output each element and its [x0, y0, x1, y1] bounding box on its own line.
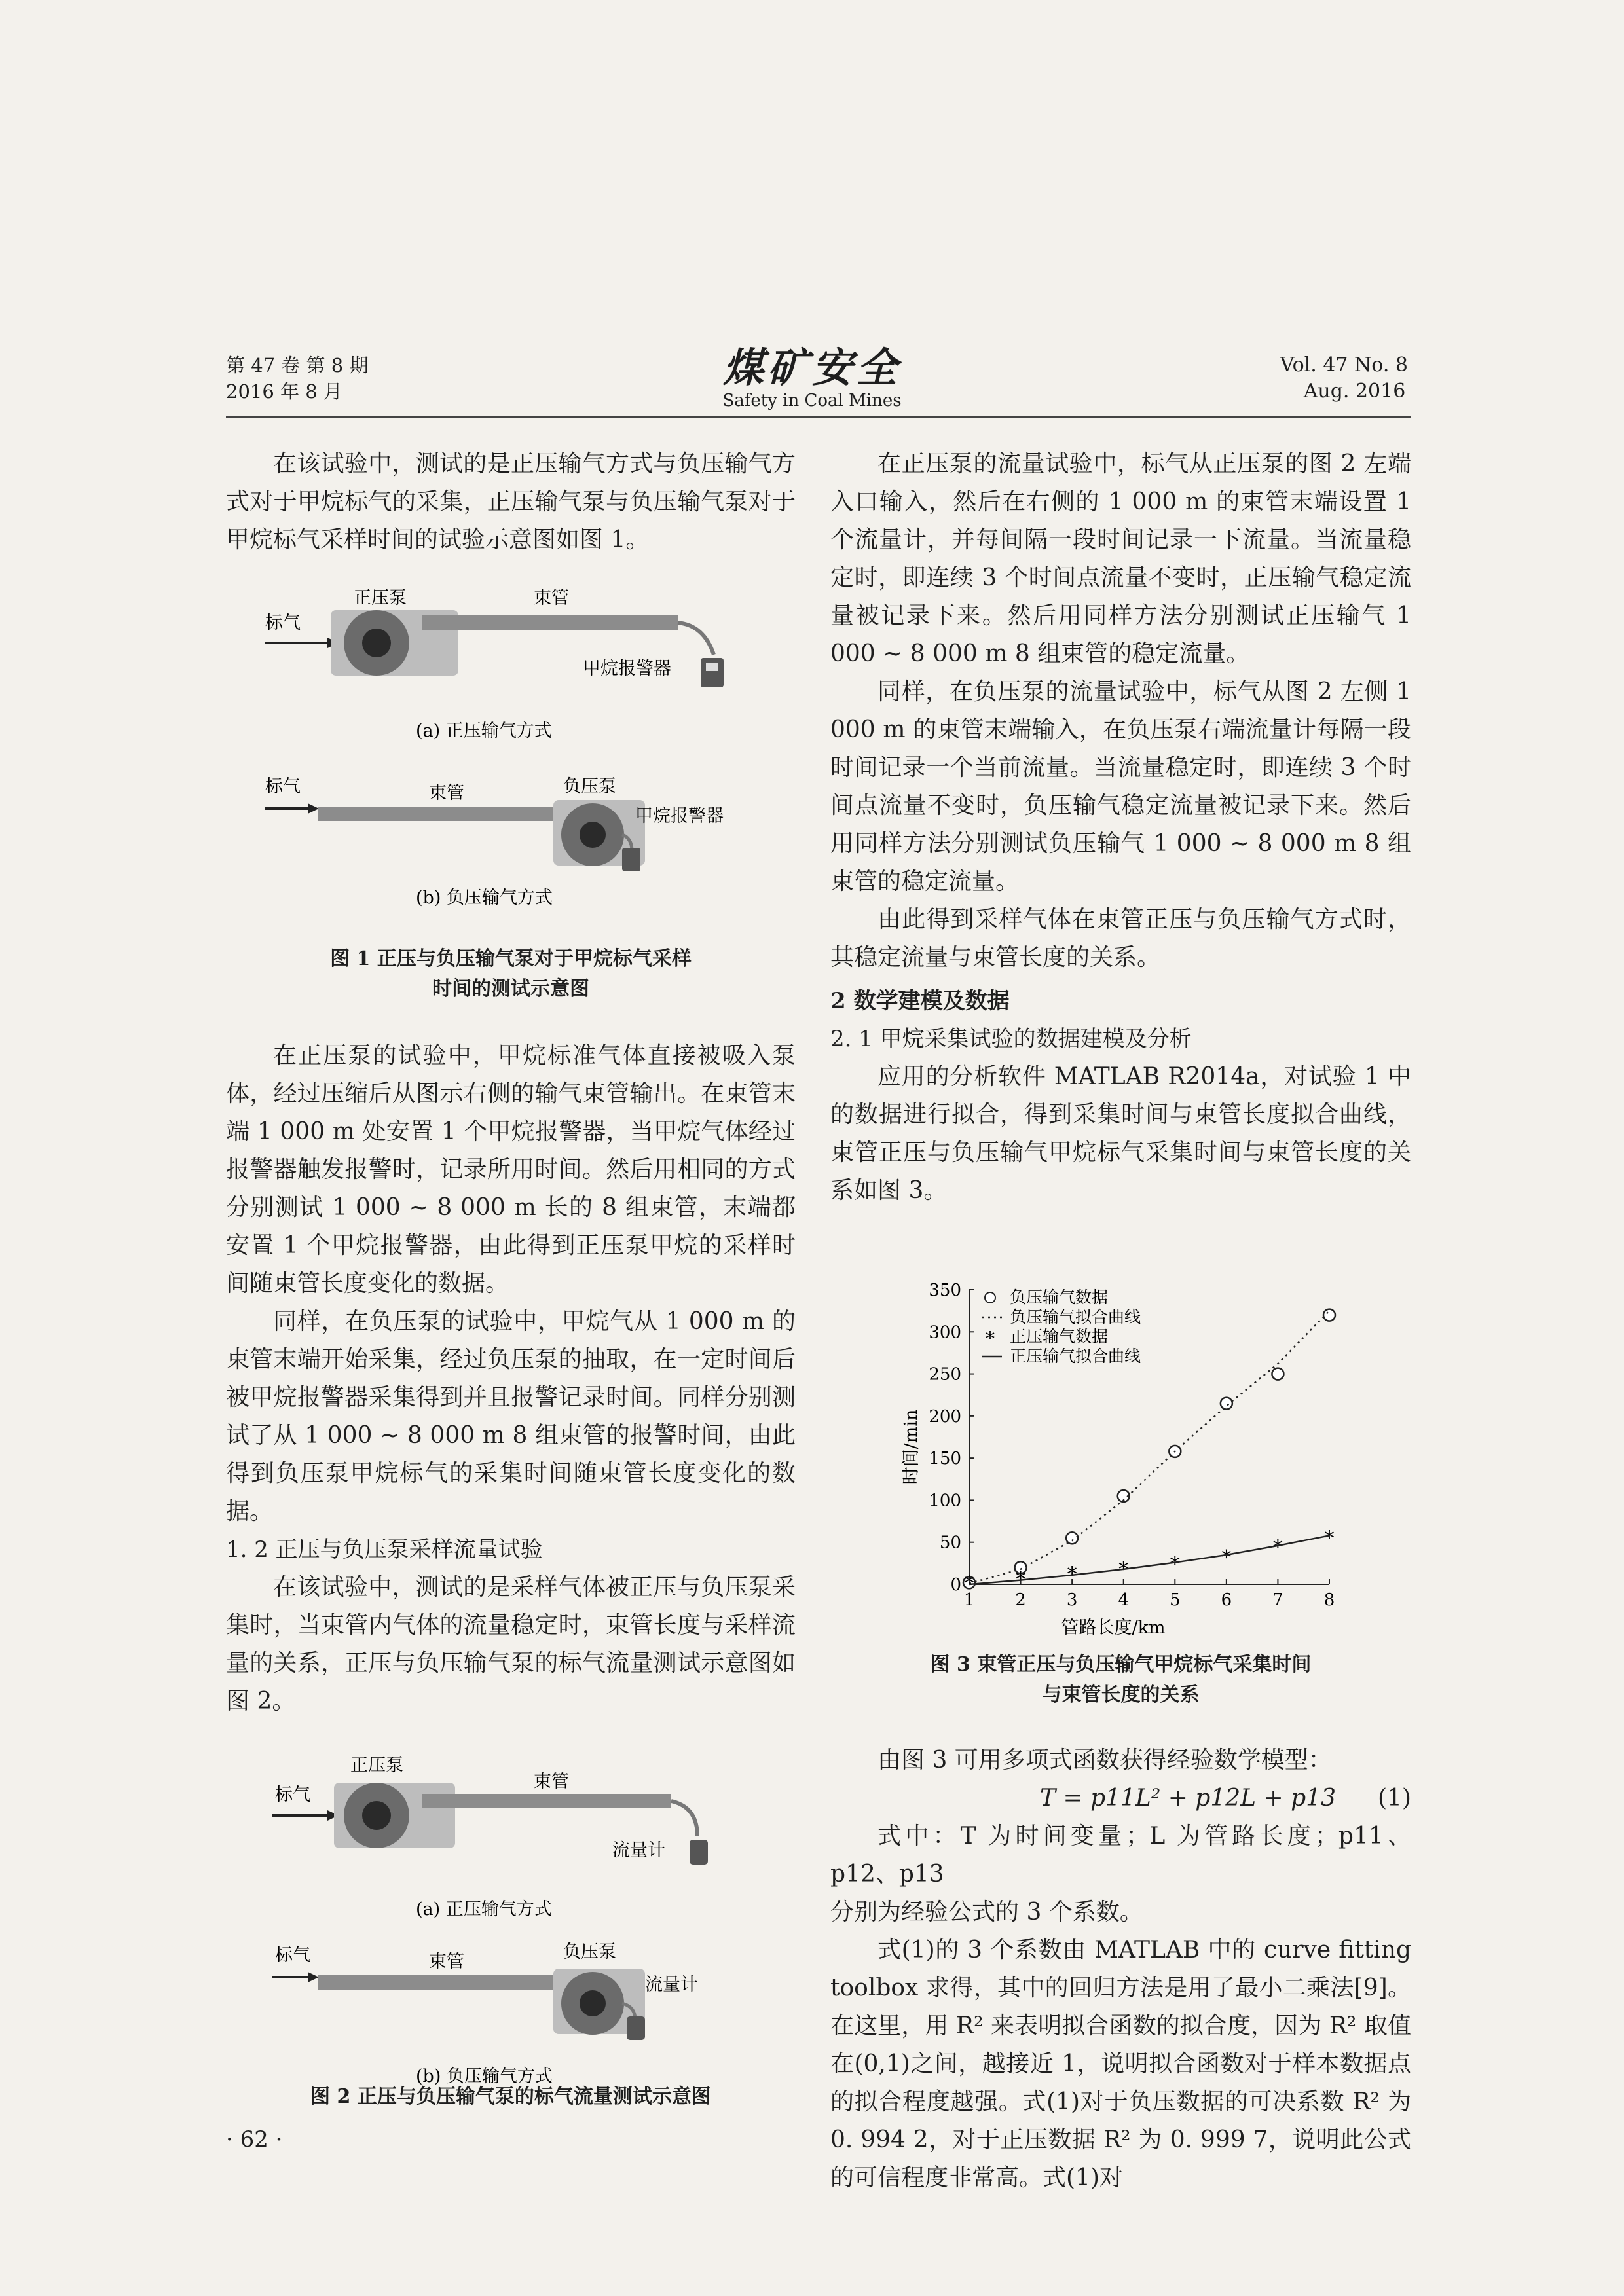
fig2b-tube — [318, 1975, 593, 1990]
legend-label: 负压输气数据 — [1010, 1288, 1109, 1307]
header-rule — [226, 416, 1411, 418]
fig1a-gas-label: 标气 — [265, 613, 301, 633]
chart-y-tick-label: 150 — [929, 1449, 961, 1469]
fig2a-caption: (a) 正压输气方式 — [416, 1899, 552, 1920]
fig1a-alarm-screen — [706, 663, 718, 671]
chart-x-axis-label: 管路长度/km — [1061, 1618, 1166, 1638]
fig1b-pump-label: 负压泵 — [563, 776, 616, 797]
chart-point-star: * — [1324, 1527, 1335, 1550]
chart-x-tick-label: 4 — [1118, 1590, 1129, 1610]
chart-point-star: * — [1170, 1553, 1180, 1576]
header-volume-en: Vol. 47 No. 8 — [1280, 354, 1408, 376]
fig2b-pump-hub — [580, 1990, 606, 2016]
fig2b-pump-label: 负压泵 — [563, 1942, 616, 1962]
header-volume-info-en — [1280, 352, 1408, 405]
figure-3-caption — [830, 1650, 1411, 1710]
chart-point-star: * — [1016, 1568, 1026, 1592]
figure-2 — [226, 1745, 796, 2111]
equation-1-body: T = p11L² + p12L + p13 — [1040, 1785, 1336, 1812]
fig1a-pump-label: 正压泵 — [354, 588, 407, 608]
fig1-caption-line1: 图 1 正压与负压输气泵对于甲烷标气采样 — [330, 947, 692, 970]
header-volume: 第 47 卷 第 8 期 — [226, 354, 369, 376]
fig1b-caption: (b) 负压输气方式 — [416, 888, 553, 908]
right-p5-text: 由图 3 可用多项式函数获得经验数学模型： — [877, 1747, 1332, 1774]
fig2a-tube — [422, 1794, 671, 1808]
fig2a-meter-label: 流量计 — [612, 1840, 665, 1861]
fig1b-alarm-device — [622, 848, 640, 871]
fig2b-caption: (b) 负压输气方式 — [416, 2066, 553, 2086]
chart-x-tick-label: 6 — [1221, 1590, 1232, 1610]
left-p1-text: 在该试验中，测试的是正压输气方式与负压输气方式对于甲烷标气的采集，正压输气泵与负压输气泵对于甲烷标气采样时间的试验示意图如图 1。 — [226, 450, 796, 553]
legend-label: 正压输气拟合曲线 — [1010, 1347, 1141, 1366]
right-p1-text: 在正压泵的流量试验中，标气从正压泵的图 2 左端入口输入，然后在右侧的 1 000 m 的束管末端设置 1 个流量计，并每间隔一段时间记录一下流量。当流量稳定时，即连续 3 个时间点流量不变时，正压输气稳定流量被记录下来。然后用同样方法分别测试正压输气 1 000 ~ 8 000 m 8 组束管的稳定流量。 — [830, 450, 1411, 667]
legend-label: 正压输气数据 — [1010, 1327, 1109, 1346]
fig1b-tube-label: 束管 — [429, 783, 464, 803]
right-p6a-text: 式中：T 为时间变量；L 为管路长度；p11、p12、p13 — [830, 1823, 1411, 1887]
fig1b-gas-label: 标气 — [265, 776, 301, 797]
chart-y-tick-label: 0 — [950, 1575, 961, 1595]
chart-x-tick-label: 1 — [963, 1590, 975, 1610]
chart-y-tick-label: 100 — [929, 1491, 961, 1511]
header-volume-info — [226, 352, 368, 405]
legend-marker: * — [986, 1328, 995, 1349]
fig1b-pump-hub — [580, 822, 606, 848]
left-p3-text: 同样，在负压泵的试验中，甲烷气从 1 000 m 的束管末端开始采集，经过负压泵的抽取，在一定时间后被甲烷报警器采集得到并且报警记录时间。同样分别测试了从 1 000 ~ 8 000 m 8 组束管的报警时间，由此得到负压泵甲烷标气的采集时间随束管长度变化的数据。 — [226, 1308, 796, 1525]
figure-1-caption — [226, 944, 796, 1004]
right-column-bottom — [830, 1741, 1411, 2197]
figure-1 — [226, 576, 796, 943]
header-date: 2016 年 8 月 — [226, 380, 342, 403]
left-p2-text: 在正压泵的试验中，甲烷标准气体直接被吸入泵体，经过压缩后从图示右侧的输气束管输出。在束管末端 1 000 m 处安置 1 个甲烷报警器，当甲烷气体经过报警器触发报警时，记录所用时间。然后用相同的方式分别测试 1 000 ~ 8 000 m 长的 8 组束管，末端都安置 1 个甲烷报警器，由此得到正压泵甲烷的采样时间随束管长度变化的数据。 — [226, 1042, 796, 1297]
right-p3-text: 由此得到采样气体在束管正压与负压输气方式时，其稳定流量与束管长度的关系。 — [830, 906, 1411, 971]
fig3-caption-line2: 与束管长度的关系 — [1042, 1683, 1200, 1706]
chart-point-circle — [1272, 1368, 1283, 1380]
page-number: · 62 · — [226, 2126, 283, 2153]
journal-masthead — [681, 335, 943, 410]
fig1a-tube-end — [678, 623, 714, 655]
right-p4-text: 应用的分析软件 MATLAB R2014a，对试验 1 中的数据进行拟合，得到采集时间与束管长度拟合曲线，束管正压与负压输气甲烷标气采集时间与束管长度的关系如图 3。 — [830, 1063, 1411, 1204]
chart-y-tick-label: 300 — [929, 1322, 961, 1343]
fig1-caption-line2: 时间的测试示意图 — [432, 977, 589, 1000]
chart-x-tick-label: 8 — [1323, 1590, 1335, 1610]
right-p2-text: 同样，在负压泵的流量试验中，标气从图 2 左侧 1 000 m 的束管末端输入，在负压泵右端流量计每隔一段时间记录一个当前流量。当流量稳定时，即连续 3 个时间点流量不变时，负压输气稳定流量被记录下来。然后用同样方法分别测试负压输气 1 000 ~ 8 000 m 8 组束管的稳定流量。 — [830, 678, 1411, 895]
fig1b-tube — [318, 807, 593, 821]
left-paragraph-1 — [226, 445, 796, 559]
chart-point-circle — [1221, 1398, 1232, 1410]
chart-point-star: * — [964, 1572, 974, 1595]
fig1a-alarm-label: 甲烷报警器 — [583, 659, 671, 679]
fig2b-meter-device — [627, 2016, 645, 2040]
fig1a-tube — [422, 615, 678, 630]
fig2a-gas-label: 标气 — [275, 1785, 310, 1805]
chart-point-circle — [1323, 1309, 1335, 1321]
section-1-2-heading: 1. 2 正压与负压泵采样流量试验 — [226, 1537, 543, 1563]
header-date-en: Aug. 2016 — [1303, 380, 1406, 403]
figure-2-caption: 图 2 正压与负压输气泵的标气流量测试示意图 — [310, 2085, 711, 2108]
chart-y-tick-label: 250 — [929, 1364, 961, 1385]
chart-x-tick-label: 5 — [1170, 1590, 1181, 1610]
section-2-1-heading: 2. 1 甲烷采集试验的数据建模及分析 — [830, 1026, 1192, 1052]
fig1a-pump-hub — [362, 629, 391, 657]
equation-1 — [830, 1779, 1411, 1817]
figure-3-chart — [871, 1277, 1362, 1643]
chart-y-tick-label: 200 — [929, 1406, 961, 1427]
legend-label: 负压输气拟合曲线 — [1010, 1307, 1141, 1326]
fig2a-tube-label: 束管 — [534, 1772, 569, 1792]
chart-y-axis-label: 时间/min — [901, 1409, 921, 1485]
fig2a-meter-device — [690, 1840, 708, 1865]
fig1a-caption: (a) 正压输气方式 — [416, 721, 552, 741]
right-p7-text: 式(1)的 3 个系数由 MATLAB 中的 curve fitting toolbox 求得，其中的回归方法是用了最小二乘法[9]。在这里，用 R² 来表明拟合函数的拟合度，因为 R² 取值在(0,1)之间，越接近 1，说明拟合函数对于样本数据点的拟合程度越强。式(1)对于负压数据的可决系数 R² 为 0. 994 2，对于正压数据 R² 为 0. 999 7，说明此公式的可信程度非常高。式(1)对 — [830, 1937, 1411, 2191]
fig2a-pump-hub — [362, 1801, 391, 1830]
chart-legend — [982, 1288, 1141, 1366]
journal-title-cn: 煤矿安全 — [722, 344, 901, 392]
fig1b-alarm-label: 甲烷报警器 — [635, 806, 724, 826]
chart-x-tick-label: 2 — [1015, 1590, 1026, 1610]
chart-x-tick-label: 7 — [1272, 1590, 1283, 1610]
fig2b-gas-label: 标气 — [275, 1945, 310, 1965]
chart-y-tick-label: 350 — [929, 1281, 961, 1300]
fig2b-meter-label: 流量计 — [645, 1975, 698, 1995]
journal-title-en: Safety in Coal Mines — [722, 391, 902, 410]
fig1b-arrowhead — [308, 803, 319, 814]
fig2b-tube-label: 束管 — [429, 1952, 464, 1972]
right-p6b-text: 分别为经验公式的 3 个系数。 — [830, 1899, 1143, 1925]
chart-y-tick-label: 50 — [939, 1533, 961, 1553]
fig2a-pump-label: 正压泵 — [350, 1755, 403, 1776]
section-2-heading: 2 数学建模及数据 — [830, 988, 1010, 1014]
chart-point-star: * — [1272, 1536, 1283, 1559]
fig2a-tube-end — [671, 1801, 697, 1836]
left-paragraph-2-3 — [226, 1037, 796, 1721]
fig3-caption-line1: 图 3 束管正压与负压输气甲烷标气采集时间 — [930, 1653, 1312, 1676]
legend-marker — [985, 1292, 995, 1303]
right-column-top — [830, 445, 1411, 1210]
equation-1-number: (1) — [1378, 1785, 1411, 1812]
chart-point-star: * — [1221, 1546, 1232, 1569]
chart-x-tick-label: 3 — [1066, 1590, 1078, 1610]
left-p4-text: 在该试验中，测试的是采样气体被正压与负压泵采集时，当束管内气体的流量稳定时，束管长度与采样流量的关系，正压与负压输气泵的标气流量测试示意图如图 2。 — [226, 1574, 796, 1715]
fig1a-tube-label: 束管 — [534, 588, 569, 608]
fig1a-alarm-device — [701, 658, 724, 687]
chart-point-star: * — [1118, 1558, 1129, 1581]
chart-point-star: * — [1067, 1563, 1077, 1586]
fig2b-arrowhead — [308, 1972, 319, 1982]
